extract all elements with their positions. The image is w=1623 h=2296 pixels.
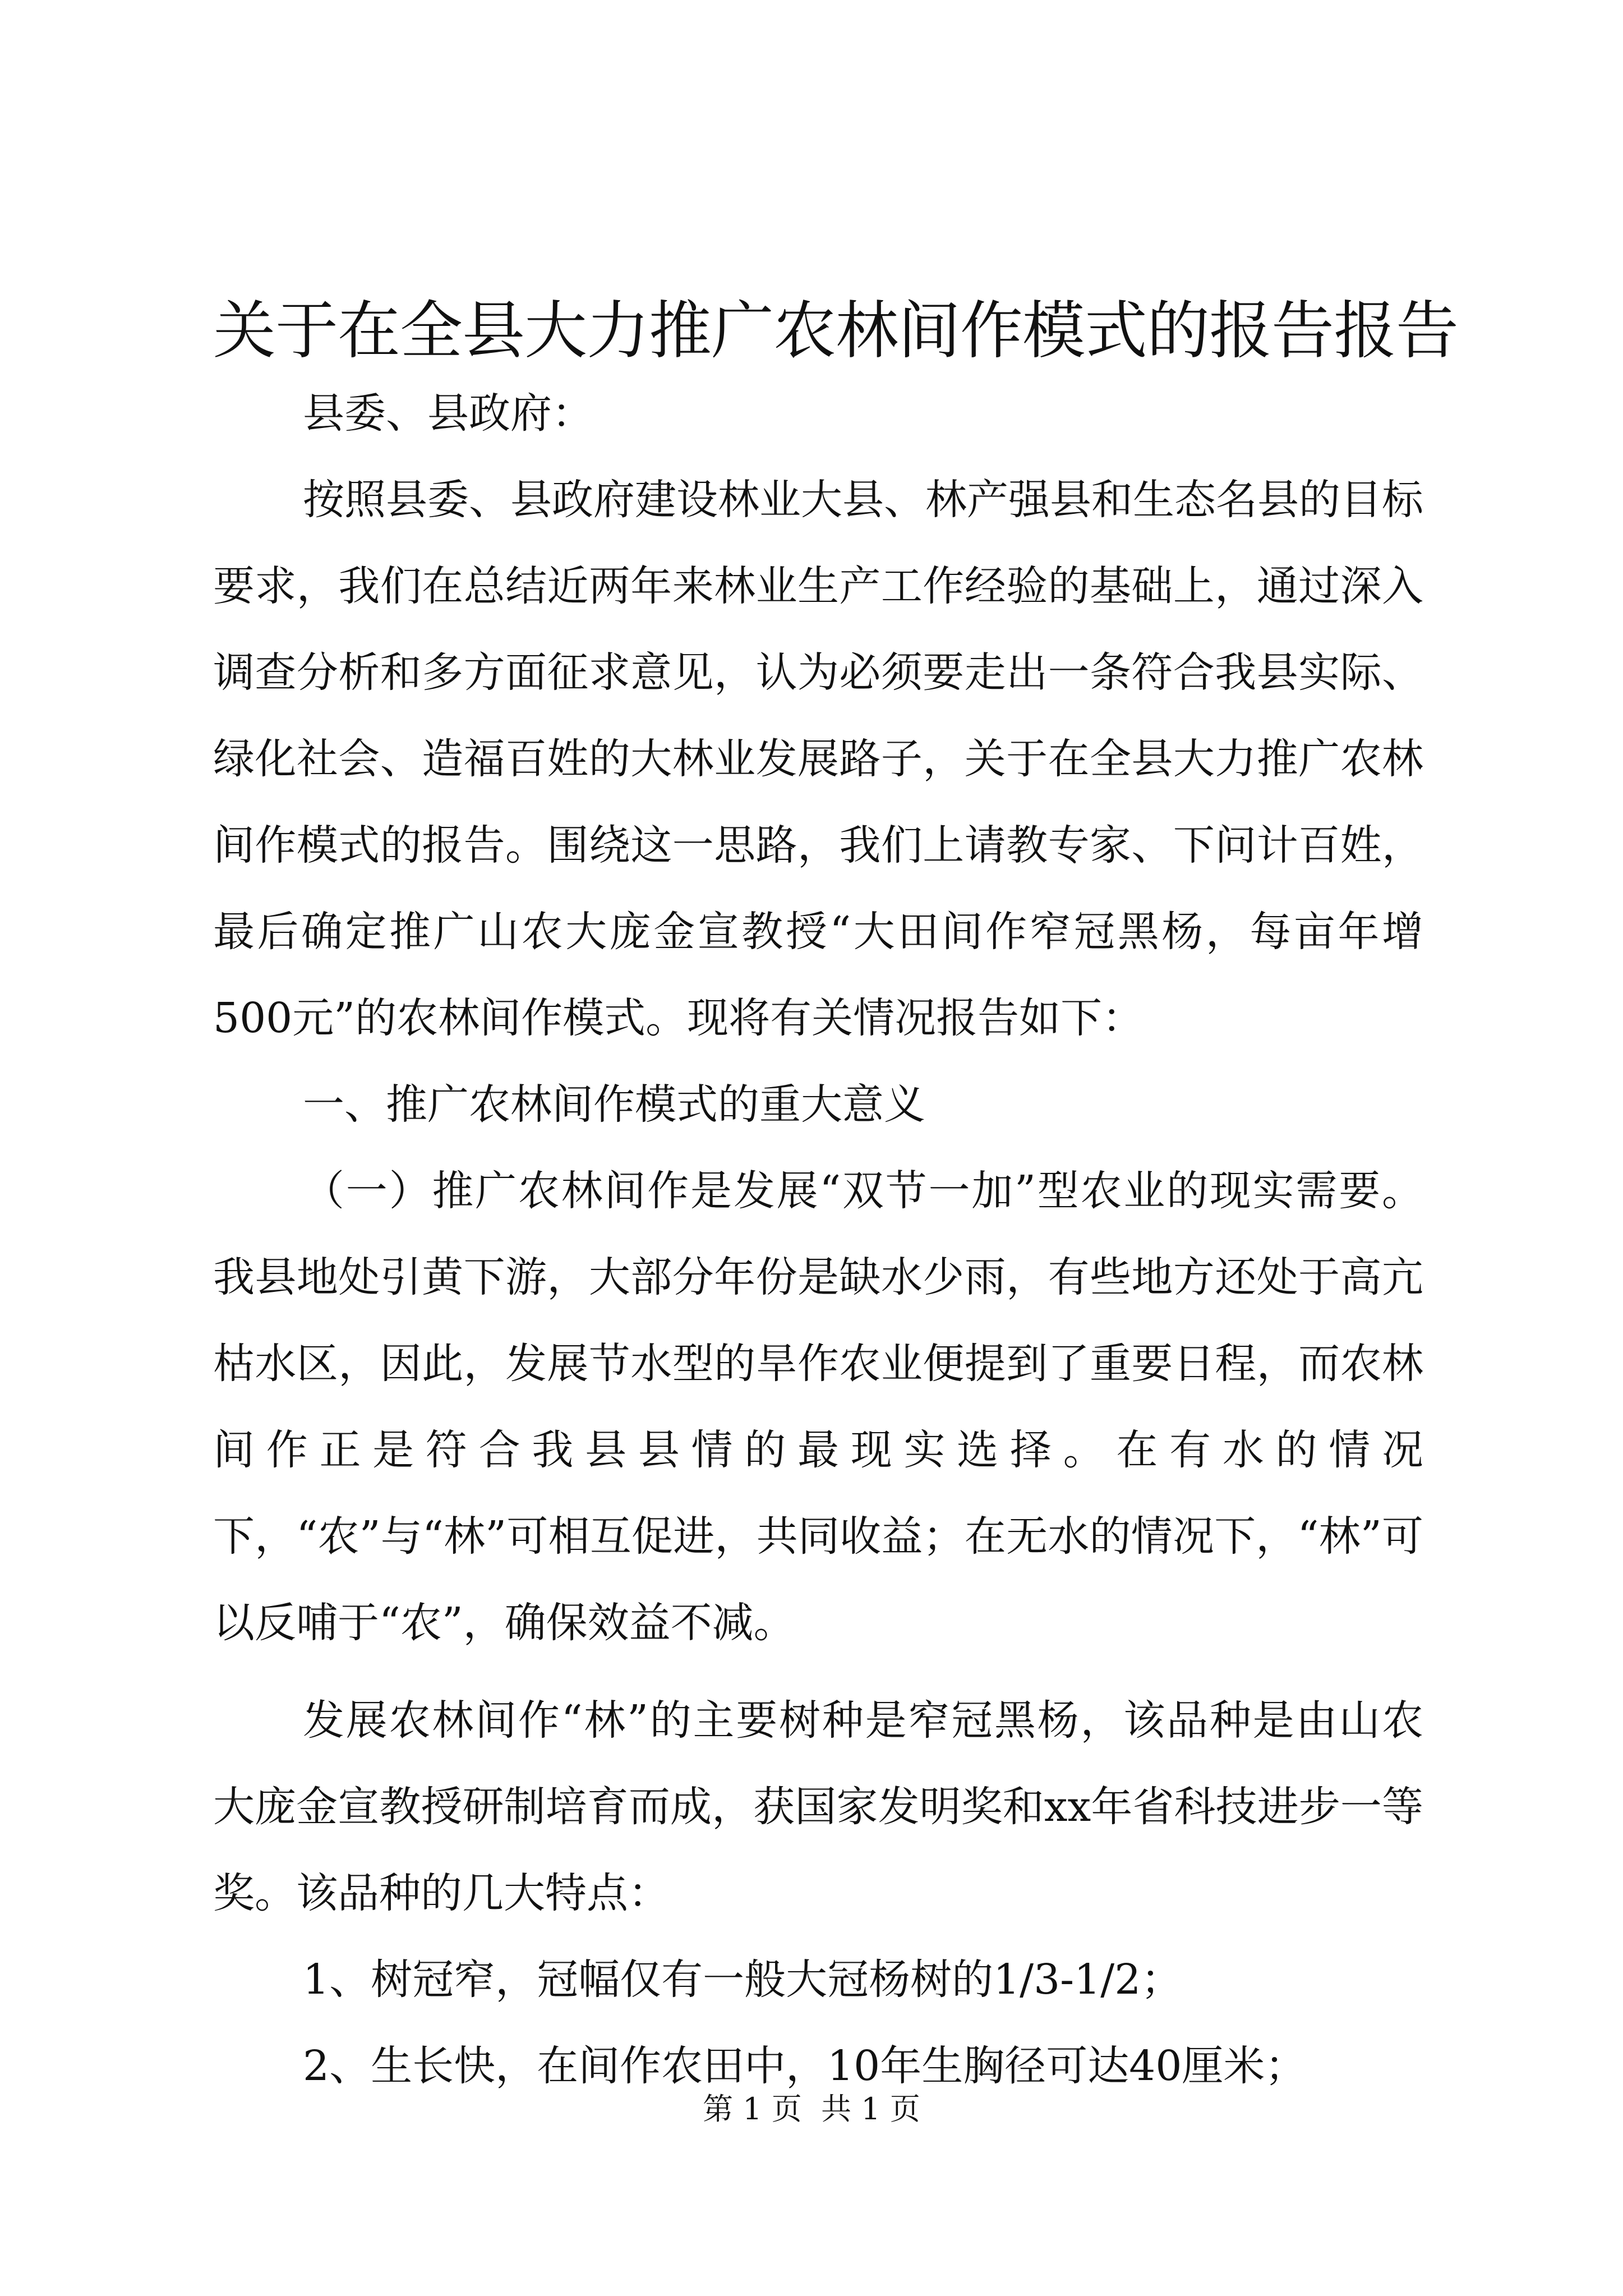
- list-item-2: 2、生长快，在间作农田中，10年生胸径可达40厘米；: [303, 2042, 1307, 2090]
- salutation: 县委、县政府：: [303, 389, 593, 438]
- list-item-1: 1、树冠窄，冠幅仅有一般大冠杨树的1/3-1/2；: [303, 1955, 1183, 2004]
- section-heading: 一、推广农林间作模式的重大意义: [303, 1080, 925, 1129]
- paragraph-tree-species: 发展农林间作“林”的主要树种是窄冠黑杨，该品种是由山农大庞金宣教授研制培育而成，获国家发明奖和xx年省科技进步一等奖。该品种的几大特点：: [213, 1696, 1423, 1917]
- page-footer: 第 1 页 共 1 页: [703, 2091, 920, 2127]
- document-title: 关于在全县大力推广农林间作模式的报告报告: [213, 295, 1458, 367]
- document-body: [213, 370, 1423, 2109]
- paragraph-subsection-1: （一）推广农林间作是发展“双节一加”型农业的现实需要。我县地处引黄下游，大部分年份是缺水少雨，有些地方还处于高亢枯水区，因此，发展节水型的旱作农业便提到了重要日程，而农林间作正是符合我县县情的最现实选择。在有水的情况下，“农”与“林”可相互促进，共同收益；在无水的情况下，“林”可以反哺于“农”，确保效益不减。: [213, 1167, 1423, 1647]
- paragraph-intro: 按照县委、县政府建设林业大县、林产强县和生态名县的目标要求，我们在总结近两年来林业生产工作经验的基础上，通过深入调查分析和多方面征求意见，认为必须要走出一条符合我县实际、绿化社会、造福百姓的大林业发展路子，关于在全县大力推广农林间作模式的报告。围绕这一思路，我们上请教专家、下问计百姓，最后确定推广山农大庞金宣教授“大田间作窄冠黑杨，每亩年增500元”的农林间作模式。现将有关情况报告如下：: [213, 476, 1423, 1042]
